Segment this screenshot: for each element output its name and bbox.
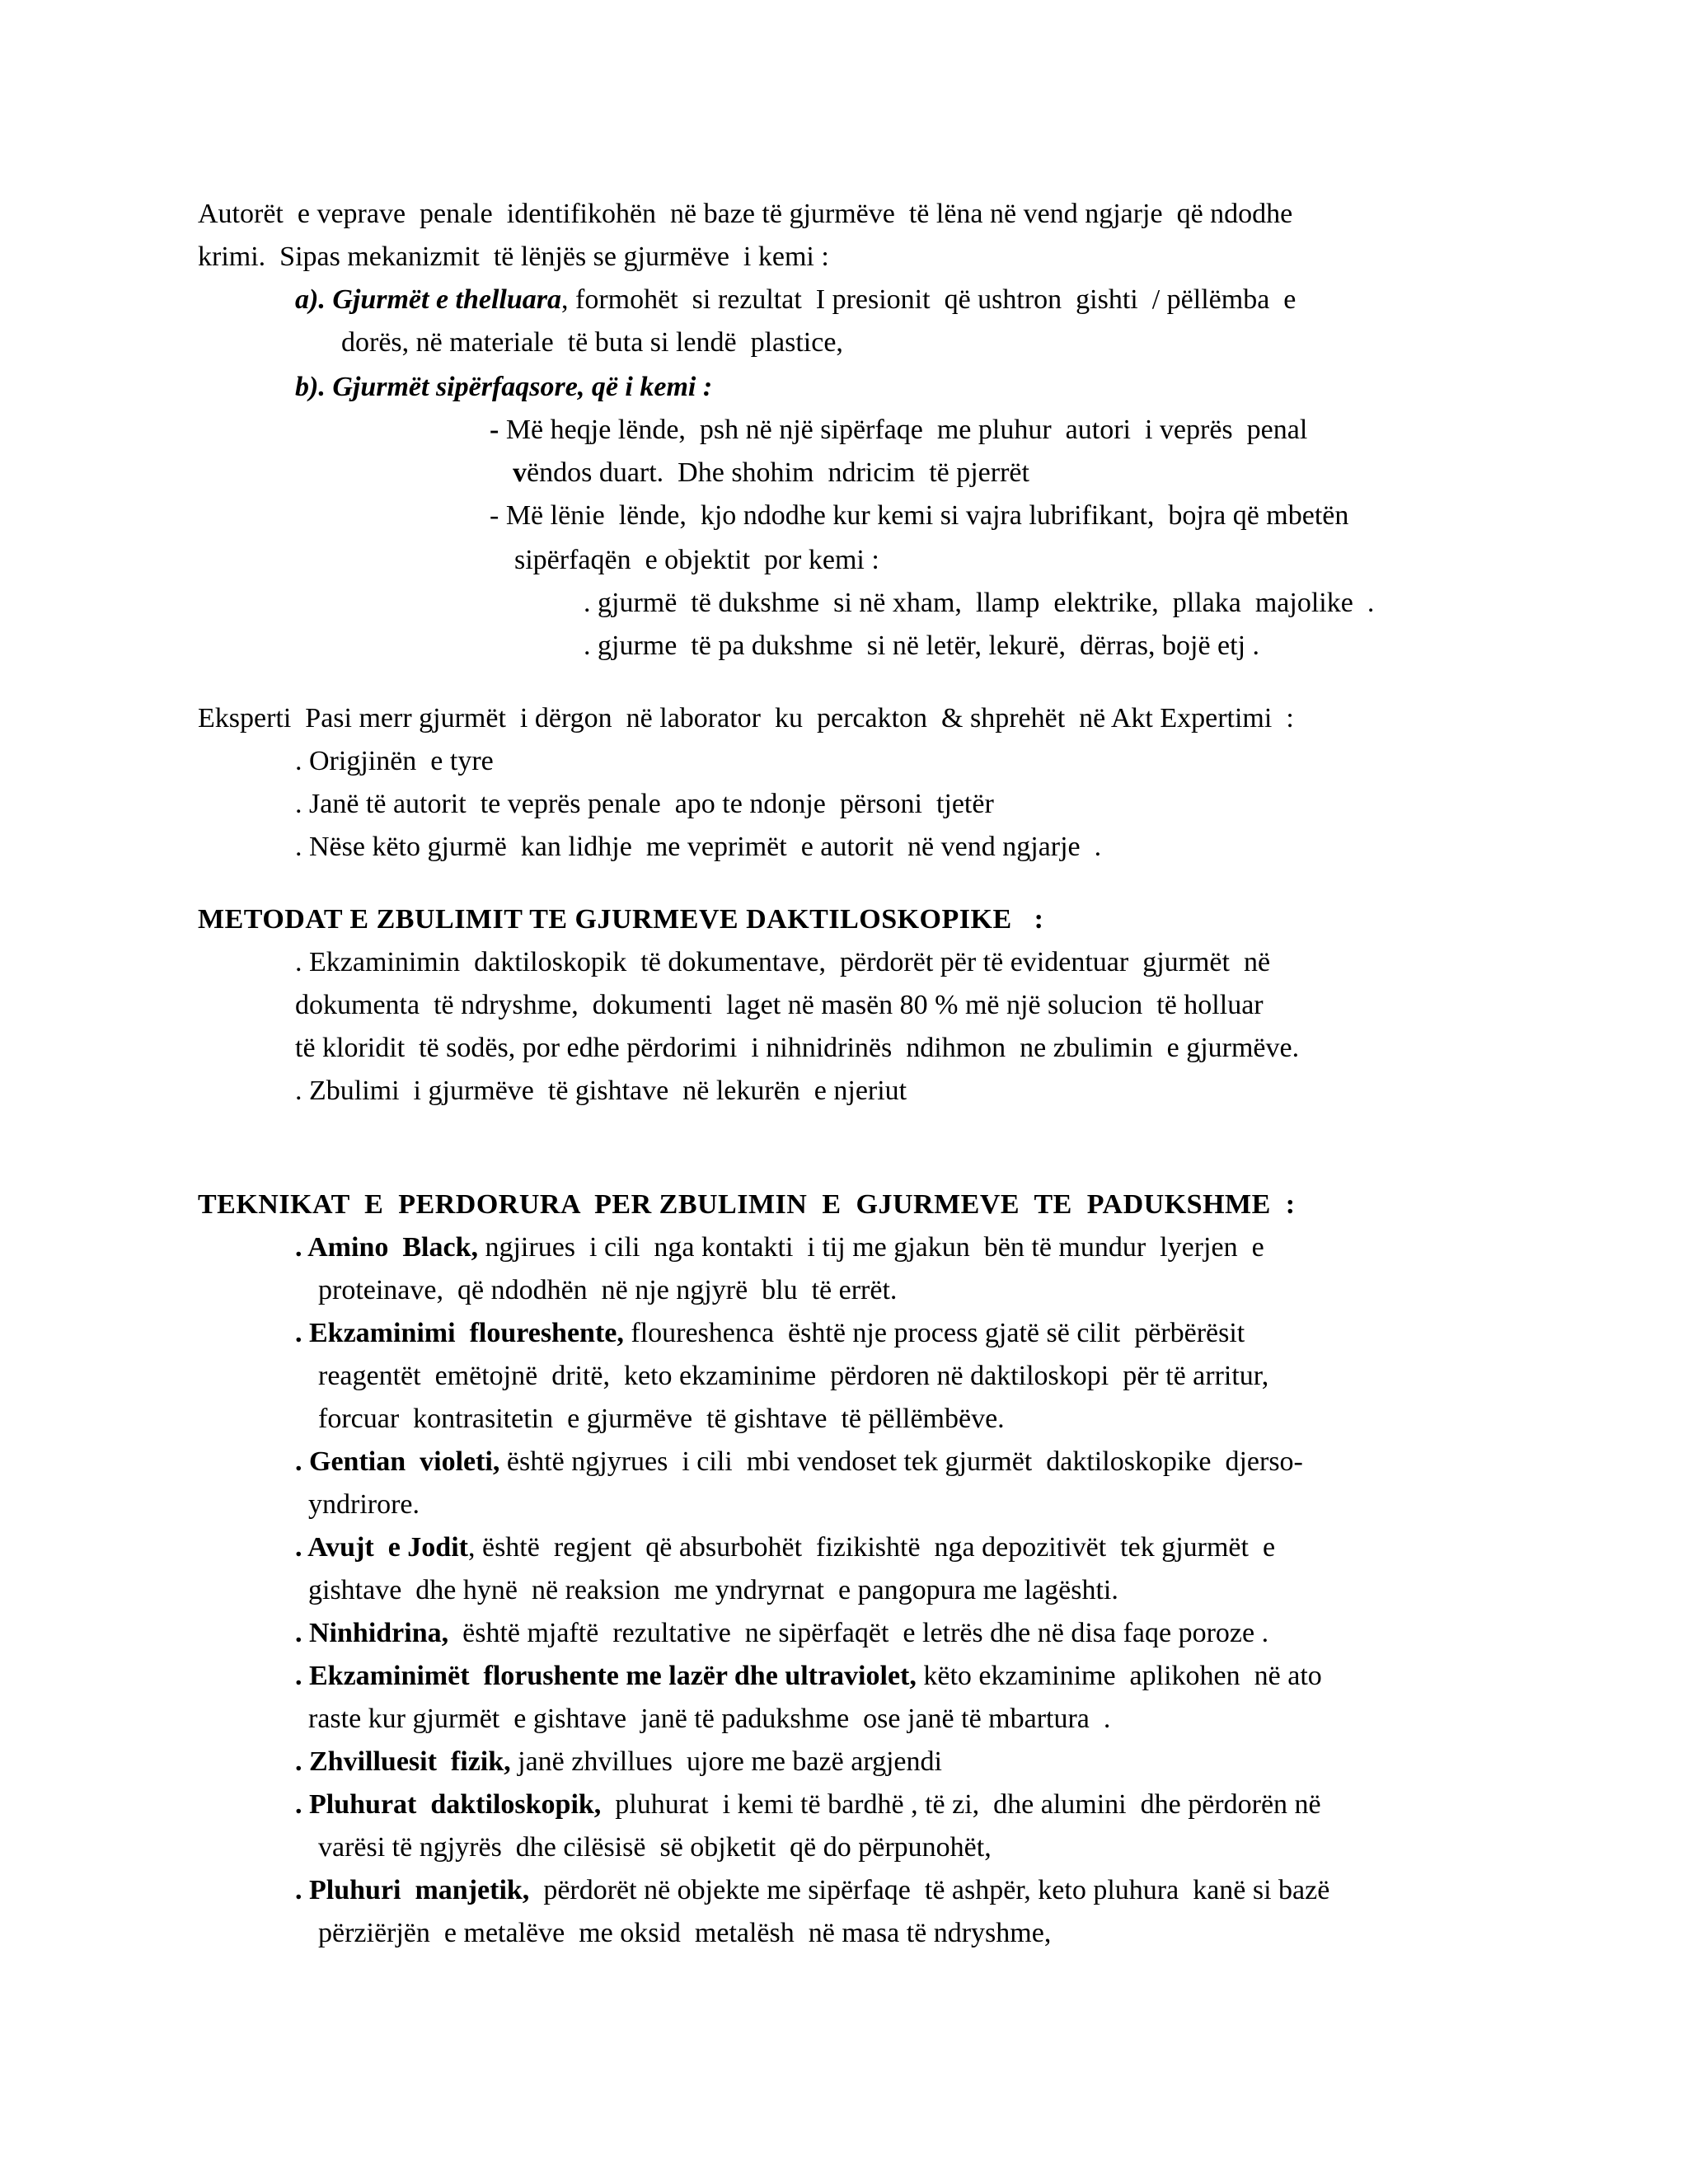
technique-text: , është regjent që absurbohët fizikishtë nga depozitivët tek gjurmët e	[467, 1532, 1276, 1563]
expert-line: Eksperti Pasi merr gjurmët i dërgon në laborator ku percakton & shprehët në Akt Expertimi :	[198, 703, 1294, 733]
technique-name: . Amino Black,	[295, 1232, 478, 1263]
technique-ninhydrin	[295, 1617, 1268, 1650]
technique-text: floureshenca është nje process gjatë së cilit përbërësit	[623, 1318, 1245, 1348]
technique-continuation: raste kur gjurmët e gishtave janë të padukshme ose janë të mbartura .	[308, 1704, 1111, 1734]
technique-text: këto ekzaminime aplikohen në ato	[916, 1661, 1322, 1691]
item-a-text: , formohët si rezultat I presionit që ushtron gishti / pëllëmba e	[561, 284, 1296, 315]
item-b2-visible: . gjurmë të dukshme si në xham, llamp elektrike, pllaka majolike .	[584, 588, 1375, 618]
technique-continuation: varësi të ngjyrës dhe cilësisë së objketit që do përpunohët,	[318, 1832, 992, 1863]
technique-powders	[295, 1788, 1321, 1821]
technique-text: është mjaftë rezultative ne sipërfaqët e letrës dhe në disa faqe poroze .	[448, 1618, 1269, 1648]
techniques-heading: TEKNIKAT E PERDORURA PER ZBULIMIN E GJURMEVE TE PADUKSHME :	[198, 1189, 1296, 1220]
item-b1-cont-v: v	[513, 457, 527, 488]
technique-text: janë zhvillues ujore me bazë argjendi	[510, 1746, 942, 1777]
technique-name: . Pluhurat daktiloskopik,	[295, 1789, 602, 1820]
technique-iodine	[295, 1531, 1275, 1564]
item-b2-continuation: sipërfaqën e objektit por kemi :	[514, 545, 879, 575]
item-b2-invisible: . gjurme të pa dukshme si në letër, lekurë, dërras, bojë etj .	[584, 630, 1260, 661]
item-b1-cont-text: ëndos duart. Dhe shohim ndricim të pjerrët	[527, 457, 1029, 488]
methods-heading: METODAT E ZBULIMIT TE GJURMEVE DAKTILOSKOPIKE :	[198, 904, 1044, 935]
technique-continuation: proteinave, që ndodhën në nje ngjyrë blu të errët.	[318, 1275, 898, 1305]
technique-name: . Pluhuri manjetik,	[295, 1875, 530, 1905]
technique-amino-black	[295, 1231, 1264, 1264]
intro-line-2: krimi. Sipas mekanizmit të lënjës se gjurmëve i kemi :	[198, 241, 829, 272]
item-b1-continuation	[513, 457, 1029, 490]
item-a	[295, 284, 1296, 316]
technique-continuation: gishtave dhe hynë në reaksion me yndryrnat e pangopura me lagështi.	[308, 1575, 1118, 1605]
expert-item-3: . Nëse këto gjurmë kan lidhje me veprimët e autorit në vend ngjarje .	[295, 832, 1102, 862]
technique-fluorescent	[295, 1317, 1245, 1350]
item-b1	[490, 414, 1307, 447]
technique-continuation: yndrirore.	[308, 1489, 420, 1520]
item-b1-text: Më heqje lënde, psh në një sipërfaqe me pluhur autori i veprës penal	[505, 415, 1308, 445]
technique-continuation: reagentët emëtojnë dritë, keto ekzaminime përdoren në daktiloskopi për të arritur,	[318, 1361, 1269, 1391]
item-a-label: a). Gjurmët e thelluara	[295, 284, 562, 315]
technique-continuation: forcuar kontrasitetin e gjurmëve të gishtave të pëllëmbëve.	[318, 1404, 1005, 1434]
methods-line-2: dokumenta të ndryshme, dokumenti laget në masën 80 % më një solucion të holluar	[295, 990, 1264, 1020]
item-b2: - Më lënie lënde, kjo ndodhe kur kemi si vajra lubrifikant, bojra që mbetën	[490, 500, 1349, 531]
technique-gentian-violet	[295, 1446, 1303, 1479]
technique-name: . Ekzaminimi floureshente,	[295, 1318, 624, 1348]
technique-name: . Ekzaminimët florushente me lazër dhe ultraviolet,	[295, 1661, 917, 1691]
technique-text: ngjirues i cili nga kontakti i tij me gjakun bën të mundur lyerjen e	[477, 1232, 1264, 1263]
item-b1-dash: -	[490, 415, 506, 445]
item-b-label: b). Gjurmët sipërfaqsore, që i kemi :	[295, 372, 713, 402]
expert-item-2: . Janë të autorit te veprës penale apo te ndonje përsoni tjetër	[295, 789, 994, 819]
intro-line-1: Autorët e veprave penale identifikohën në baze të gjurmëve të lëna në vend ngjarje që ndodhe	[198, 199, 1293, 229]
technique-text: pluhurat i kemi të bardhë , të zi, dhe alumini dhe përdorën në	[601, 1789, 1321, 1820]
technique-continuation: përziërjën e metalëve me oksid metalësh në masa të ndryshme,	[318, 1918, 1052, 1948]
methods-line-4: . Zbulimi i gjurmëve të gishtave në lekurën e njeriut	[295, 1076, 907, 1106]
technique-physical-developer	[295, 1746, 942, 1779]
item-a-continuation: dorës, në materiale të buta si lendë plastice,	[341, 327, 843, 358]
methods-line-1: . Ekzaminimin daktiloskopik të dokumentave, përdorët për të evidentuar gjurmët në	[295, 947, 1271, 977]
technique-text: përdorët në objekte me sipërfaqe të ashpër, keto pluhura kanë si bazë	[529, 1875, 1330, 1905]
technique-name: . Ninhidrina,	[295, 1618, 449, 1648]
technique-text: është ngjyrues i cili mbi vendoset tek gjurmët daktiloskopike djerso-	[499, 1446, 1303, 1477]
technique-laser-uv	[295, 1660, 1322, 1693]
technique-name: . Zhvilluesit fizik,	[295, 1746, 511, 1777]
expert-item-1: . Origjinën e tyre	[295, 746, 494, 776]
methods-line-3: të kloridit të sodës, por edhe përdorimi i nihnidrinës ndihmon ne zbulimin e gjurmëve.	[295, 1033, 1300, 1063]
technique-name: . Avujt e Jodit	[295, 1532, 468, 1563]
technique-name: . Gentian violeti,	[295, 1446, 500, 1477]
technique-magnetic-powder	[295, 1874, 1329, 1907]
